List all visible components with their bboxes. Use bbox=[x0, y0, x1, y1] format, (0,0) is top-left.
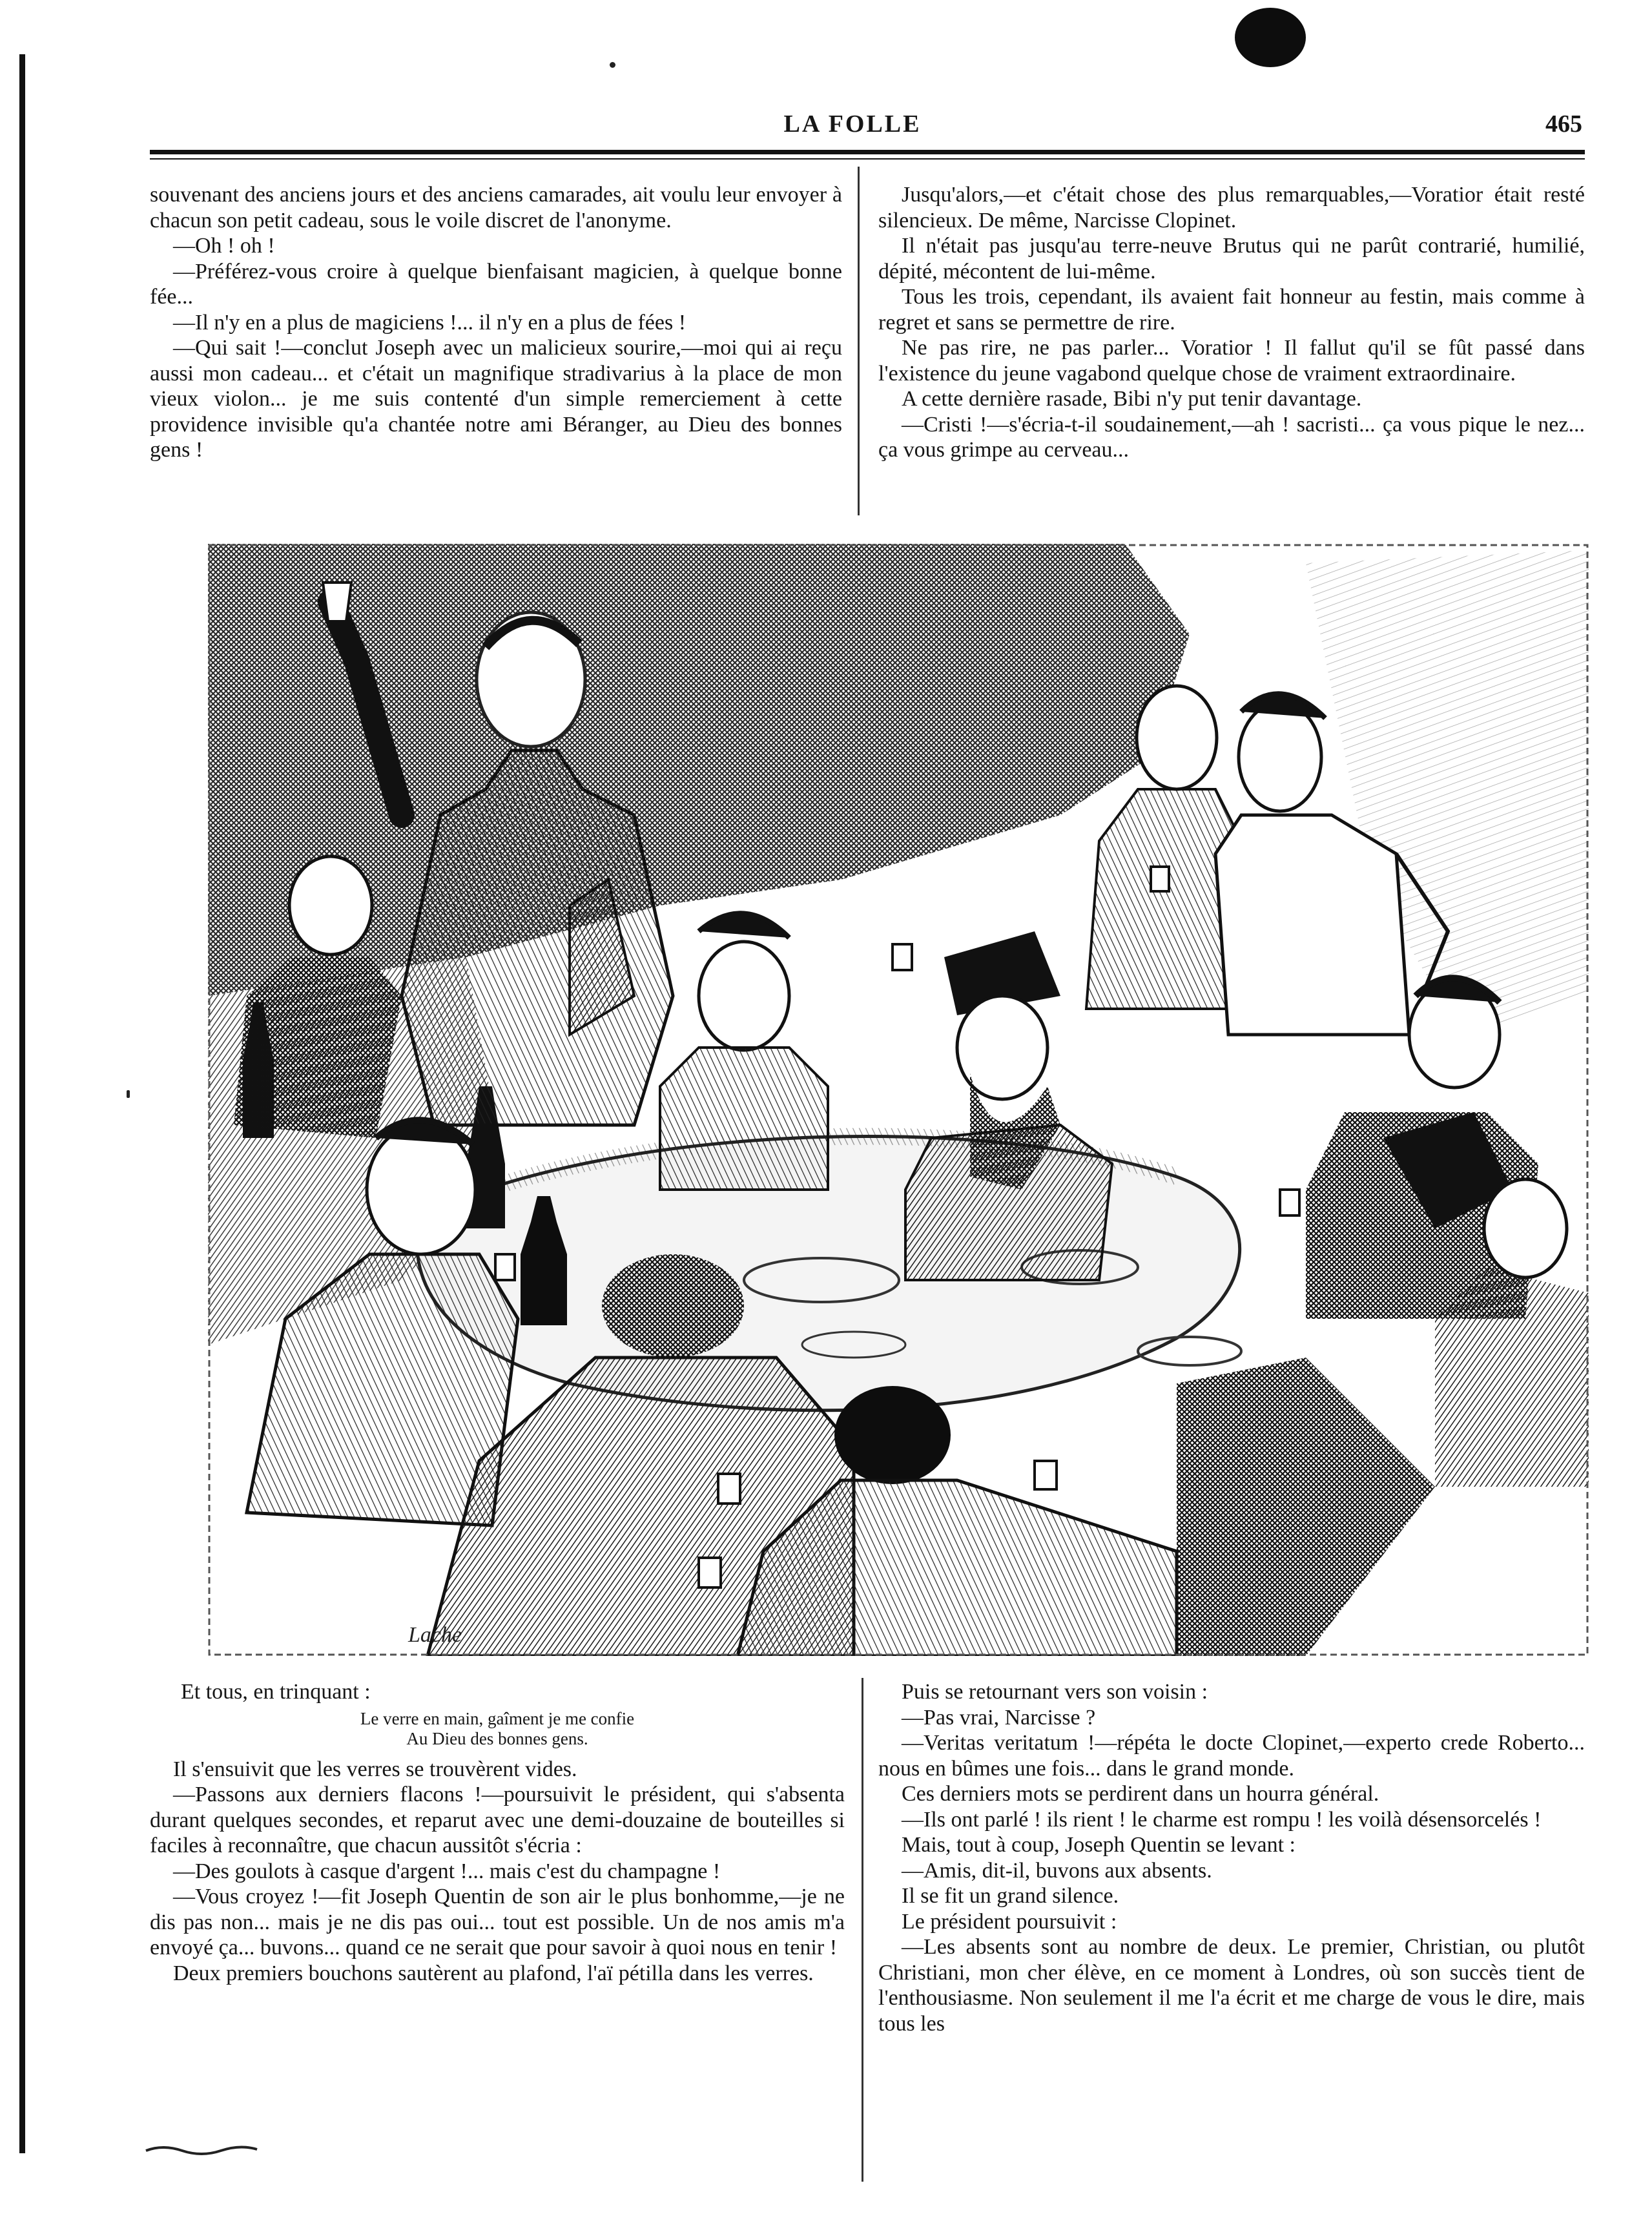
header-rule-thick bbox=[150, 150, 1585, 154]
paragraph: —Qui sait !—conclut Joseph avec un malicieux sourire,—moi qui ai reçu aussi mon cadeau... et c'était un magnifique stradivarius à la place de mon vieux violon... je me suis contenté d'un simple remerciement à cette providence invisible qu'a chantée notre ami Béranger, au Dieu des bonnes gens ! bbox=[150, 336, 842, 462]
paragraph: —Amis, dit-il, buvons aux absents. bbox=[902, 1858, 1212, 1883]
running-title: LA FOLLE bbox=[783, 110, 922, 138]
paragraph: —Oh ! oh ! bbox=[173, 234, 275, 258]
speck-mark bbox=[127, 1090, 130, 1098]
paragraph: Deux premiers bouchons sautèrent au plafond, l'aï pétilla dans les verres. bbox=[173, 1961, 814, 1985]
left-margin-rule bbox=[19, 54, 25, 2153]
paragraph: Et tous, en trinquant : bbox=[181, 1680, 371, 1704]
paragraph: —Vous croyez !—fit Joseph Quentin de son air le plus bonhomme,—je ne dis pas non... mais je ne dis pas oui... tout est possible. Un de nos amis m'a envoyé ça... buvons... quand ce ne serait que pour savoir à quoi nous en tenir ! bbox=[150, 1885, 845, 1959]
paragraph: —Veritas veritatum !—répéta le docte Clopinet,—experto crede Roberto... nous en bûmes une fois... dans le grand monde. bbox=[878, 1731, 1585, 1781]
paragraph: Puis se retournant vers son voisin : bbox=[902, 1680, 1208, 1704]
paragraph: —Ils ont parlé ! ils rient ! le charme est rompu ! les voilà désensorcelés ! bbox=[902, 1807, 1542, 1832]
paragraph: Il se fit un grand silence. bbox=[902, 1884, 1119, 1908]
paragraph: —Les absents sont au nombre de deux. Le premier, Christian, ou plutôt Christiani, mon cher élève, en ce moment à Londres, où son succès tient de l'enthousiasme. Non seulement il me l'a écrit et me charge de vous le dire, mais tous les bbox=[878, 1935, 1585, 2036]
paragraph: souvenant des anciens jours et des anciens camarades, ait voulu leur envoyer à chacun son petit cadeau, sous le voile discret de l'anonyme. bbox=[150, 183, 842, 233]
speck-mark bbox=[610, 62, 615, 68]
banquet-engraving bbox=[208, 544, 1589, 1656]
paragraph: —Préférez-vous croire à quelque bienfaisant magicien, à quelque bonne fée... bbox=[150, 259, 842, 309]
bottom-right-column bbox=[878, 1679, 1585, 2036]
paragraph: —Cristi !—s'écria-t-il soudainement,—ah ! sacristi... ça vous pique le nez... ça vous grimpe au cerveau... bbox=[878, 412, 1585, 462]
header-rule-thin bbox=[150, 158, 1585, 160]
paragraph: Ne pas rire, ne pas parler... Voratior ! Il fallut qu'il se fût passé dans l'existence du jeune vagabond quelque chose de vraiment extraordinaire. bbox=[878, 336, 1585, 386]
top-left-column bbox=[150, 182, 842, 463]
verse-line: Le verre en main, gaîment je me confie bbox=[360, 1708, 635, 1728]
top-right-column bbox=[878, 182, 1585, 463]
paragraph: Mais, tout à coup, Joseph Quentin se levant : bbox=[902, 1833, 1296, 1857]
bottom-left-column bbox=[150, 1679, 845, 1986]
paragraph: Il n'était pas jusqu'au terre-neuve Brutus qui ne parût contrarié, humilié, dépité, mécontent de lui-même. bbox=[878, 234, 1585, 284]
paragraph: Il s'ensuivit que les verres se trouvèrent vides. bbox=[173, 1757, 577, 1781]
tailpiece-ornament bbox=[143, 2143, 260, 2156]
verse-line: Au Dieu des bonnes gens. bbox=[406, 1728, 588, 1748]
paragraph: Jusqu'alors,—et c'était chose des plus remarquables,—Voratior était resté silencieux. De même, Narcisse Clopinet. bbox=[878, 183, 1585, 233]
paragraph: —Il n'y en a plus de magiciens !... il n'y en a plus de fées ! bbox=[173, 310, 687, 335]
paragraph: —Des goulots à casque d'argent !... mais c'est du champagne ! bbox=[173, 1859, 721, 1883]
paragraph: Le président poursuivit : bbox=[902, 1909, 1117, 1934]
page-number: 465 bbox=[1545, 110, 1582, 138]
paragraph: A cette dernière rasade, Bibi n'y put tenir davantage. bbox=[902, 387, 1362, 411]
paragraph: —Pas vrai, Narcisse ? bbox=[902, 1705, 1096, 1730]
paragraph: Ces derniers mots se perdirent dans un hourra général. bbox=[902, 1782, 1379, 1806]
column-divider bbox=[858, 167, 860, 515]
column-divider bbox=[862, 1678, 863, 2182]
engraver-signature: Lache bbox=[408, 1623, 462, 1647]
paragraph: —Passons aux derniers flacons !—poursuivit le président, qui s'absenta durant quelques secondes, et reparut avec une demi-douzaine de bouteilles si faciles à reconnaître, que chacun aussitôt s'écria : bbox=[150, 1783, 845, 1857]
paragraph: Tous les trois, cependant, ils avaient fait honneur au festin, mais comme à regret et sans se permettre de rire. bbox=[878, 285, 1585, 335]
ink-blot bbox=[1235, 8, 1306, 67]
